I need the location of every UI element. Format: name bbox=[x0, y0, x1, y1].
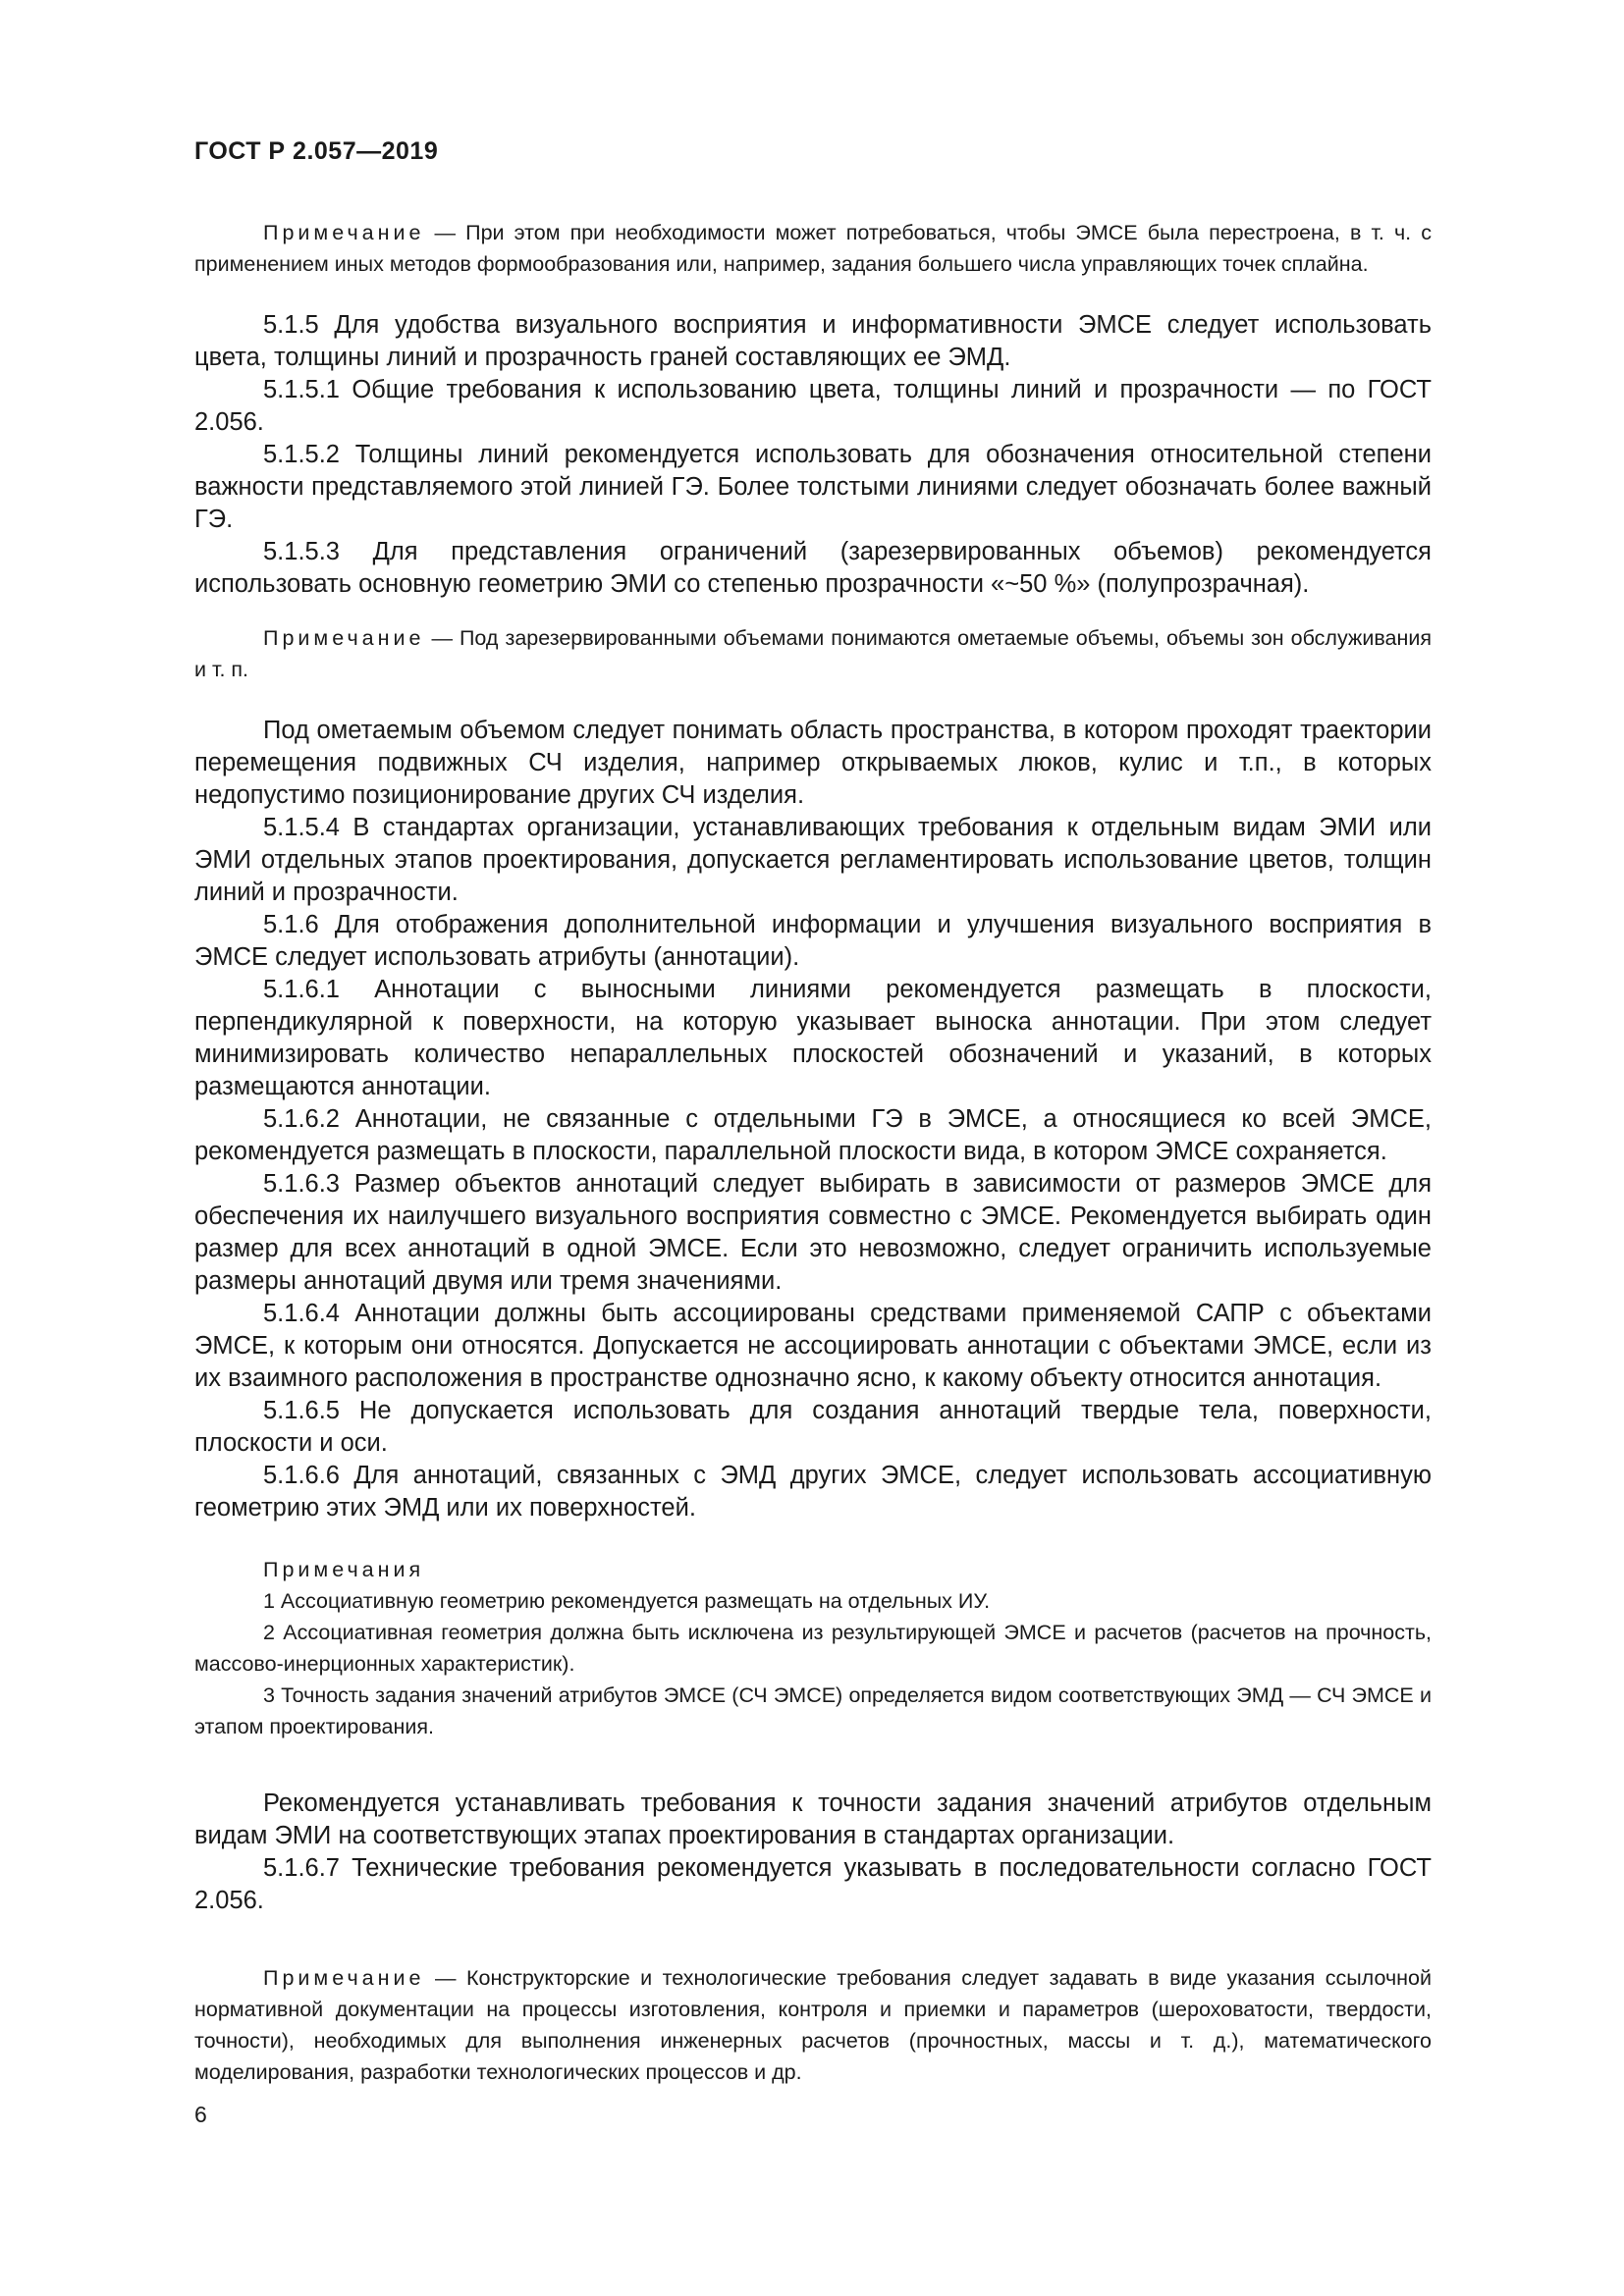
paragraph-5-1-6-5: 5.1.6.5 Не допускается использовать для создания аннотаций твердые тела, поверхности, плоскости и оси. bbox=[194, 1397, 1432, 1457]
note-item: 1 Ассоциативную геометрию рекомендуется размещать на отдельных ИУ. bbox=[263, 1589, 991, 1613]
paragraph-5-1-5-2: 5.1.5.2 Толщины линий рекомендуется использовать для обозначения относительной степени важности представляемого этой линией ГЭ. Более толстыми линиями следует обозначать более важный ГЭ. bbox=[194, 441, 1432, 533]
note-text: — Под зарезервированными объемами понимаются ометаемые объемы, объемы зон обслуживания и т. п. bbox=[194, 626, 1432, 681]
paragraph-tochnost: Рекомендуется устанавливать требования к точности задания значений атрибутов отдельным видам ЭМИ на соответствующих этапах проектирования в стандартах организации. bbox=[194, 1789, 1432, 1849]
note-text: — При этом при необходимости может потребоваться, чтобы ЭМСЕ была перестроена, в т. ч. с применением иных методов формообразования или, например, задания большего числа управляющих точек сплайна. bbox=[194, 221, 1432, 276]
paragraph-5-1-6-4: 5.1.6.4 Аннотации должны быть ассоциированы средствами применяемой САПР с объектами ЭМСЕ, к которым они относятся. Допускается не ассоциировать аннотации с объектами ЭМСЕ, если из их взаимного расположения в пространстве однозначно ясно, к какому объекту относится аннотация. bbox=[194, 1300, 1432, 1392]
note-1 bbox=[194, 217, 1432, 280]
paragraph-5-1-6: 5.1.6 Для отображения дополнительной информации и улучшения визуального восприятия в ЭМСЕ следует использовать атрибуты (аннотации). bbox=[194, 911, 1432, 971]
page-number: 6 bbox=[194, 2102, 207, 2127]
paragraph-ometaemy-obem: Под ометаемым объемом следует понимать область пространства, в котором проходят траектории перемещения подвижных СЧ изделия, например открываемых люков, кулис и т.п., в которых недопустимо позиционирование других СЧ изделия. bbox=[194, 717, 1432, 809]
paragraph-5-1-5: 5.1.5 Для удобства визуального восприятия и информативности ЭМСЕ следует использовать цвета, толщины линий и прозрачность граней составляющих ее ЭМД. bbox=[194, 311, 1432, 371]
note-label: Примечание bbox=[263, 626, 425, 650]
paragraph-5-1-5-4: 5.1.5.4 В стандартах организации, устанавливающих требования к отдельным видам ЭМИ или ЭМИ отдельных этапов проектирования, допускается регламентировать использование цветов, толщин линий и прозрачности. bbox=[194, 814, 1432, 906]
paragraph-5-1-6-1: 5.1.6.1 Аннотации с выносными линиями рекомендуется размещать в плоскости, перпендикулярной к поверхности, на которую указывает выноска аннотации. При этом следует минимизировать количество непараллельных плоскостей обозначений и указаний, в которых размещаются аннотации. bbox=[194, 976, 1432, 1100]
note-text: — Конструкторские и технологические требования следует задавать в виде указания ссылочной нормативной документации на процессы изготовления, контроля и приемки и параметров (шероховатости, твердости, точности), необходимых для выполнения инженерных расчетов (прочностных, массы и т. д.), математического моделирования, разработки технологических процессов и др. bbox=[194, 1966, 1432, 2084]
note-item: 3 Точность задания значений атрибутов ЭМСЕ (СЧ ЭМСЕ) определяется видом соответствующих ЭМД — СЧ ЭМСЕ и этапом проектирования. bbox=[194, 1683, 1432, 1738]
paragraph-5-1-6-6: 5.1.6.6 Для аннотаций, связанных с ЭМД других ЭМСЕ, следует использовать ассоциативную геометрию этих ЭМД или их поверхностей. bbox=[194, 1462, 1432, 1522]
note-label: Примечание bbox=[263, 221, 425, 244]
notes-title: Примечания bbox=[263, 1558, 425, 1581]
note-item: 2 Ассоциативная геометрия должна быть исключена из результирующей ЭМСЕ и расчетов (расчетов на прочность, массово-инерционных характеристик). bbox=[194, 1621, 1432, 1676]
note-label: Примечание bbox=[263, 1966, 425, 1990]
paragraph-5-1-5-1: 5.1.5.1 Общие требования к использованию цвета, толщины линий и прозрачности — по ГОСТ 2.056. bbox=[194, 376, 1432, 436]
paragraph-5-1-5-3: 5.1.5.3 Для представления ограничений (зарезервированных объемов) рекомендуется использовать основную геометрию ЭМИ со степенью прозрачности «~50 %» (полупрозрачная). bbox=[194, 538, 1432, 598]
note-2 bbox=[194, 622, 1432, 685]
paragraph-5-1-6-7: 5.1.6.7 Технические требования рекомендуется указывать в последовательности согласно ГОСТ 2.056. bbox=[194, 1854, 1432, 1914]
paragraph-5-1-6-3: 5.1.6.3 Размер объектов аннотаций следует выбирать в зависимости от размеров ЭМСЕ для обеспечения их наилучшего визуального восприятия совместно с ЭМСЕ. Рекомендуется выбирать один размер для всех аннотаций в одной ЭМСЕ. Если это невозможно, следует ограничить используемые размеры аннотаций двумя или тремя значениями. bbox=[194, 1170, 1432, 1295]
paragraph-5-1-6-2: 5.1.6.2 Аннотации, не связанные с отдельными ГЭ в ЭМСЕ, а относящиеся ко всей ЭМСЕ, рекомендуется размещать в плоскости, параллельной плоскости вида, в котором ЭМСЕ сохраняется. bbox=[194, 1105, 1432, 1165]
document-header: ГОСТ Р 2.057—2019 bbox=[194, 137, 439, 165]
note-4 bbox=[194, 1962, 1432, 2088]
document-page bbox=[194, 137, 1432, 2088]
notes-block bbox=[194, 1554, 1432, 1742]
